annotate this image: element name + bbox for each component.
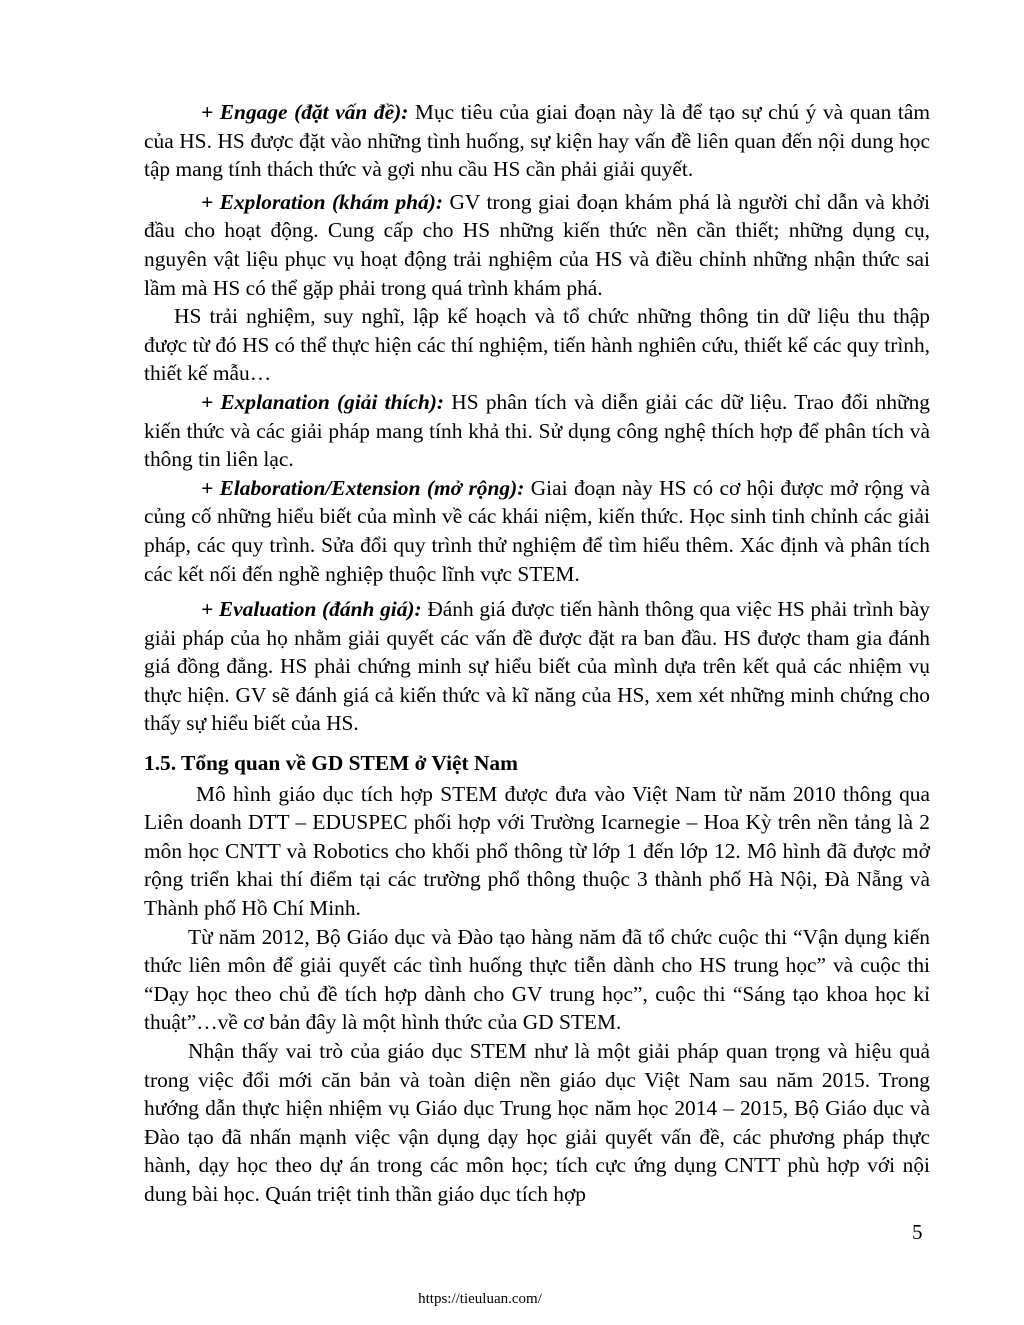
elaboration-text: Giai đoạn này HS có cơ hội được mở rộng và củng cố những hiểu biết của mình về các khái niệm, kiến thức. Học sinh tinh chỉnh các giải pháp, các quy trình. Sửa đổi quy trình thử nghiệm để tìm hiểu thêm. Xác định và phân tích các kết nối đến nghề nghiệp thuộc lĩnh vực STEM. xyxy=(144,475,930,586)
section-paragraph: Mô hình giáo dục tích hợp STEM được đưa vào Việt Nam từ năm 2010 thông qua Liên doanh DTT – EDUSPEC phối hợp với Trường Icarnegie – Hoa Kỳ trên nền tảng là 2 môn học CNTT và Robotics cho khối phổ thông từ lớp 1 đến lớp 12. Mô hình đã được mở rộng triển khai thí điểm tại các trường phổ thông thuộc 3 thành phố Hà Nội, Đà Nẵng và Thành phố Hồ Chí Minh. xyxy=(144,781,930,921)
footer-url: https://tieuluan.com/ xyxy=(418,1291,542,1307)
exploration-note-paragraph: HS trải nghiệm, suy nghĩ, lập kế hoạch và tổ chức những thông tin dữ liệu thu thập được từ đó HS có thể thực hiện các thí nghiệm, tiến hành nghiên cứu, thiết kế các quy trình, thiết kế mẫu… xyxy=(144,304,930,386)
evaluation-paragraph xyxy=(144,595,930,738)
explanation-paragraph xyxy=(144,388,930,474)
engage-text: Mục tiêu của giai đoạn này là để tạo sự chú ý và quan tâm của HS. HS được đặt vào những tình huống, sự kiện hay vấn đề liên quan đến nội dung học tập mang tính thách thức và gợi nhu cầu HS cần phải giải quyết. xyxy=(144,100,930,182)
exploration-term: + Exploration (khám phá): xyxy=(201,189,443,214)
exploration-paragraph xyxy=(144,188,930,302)
page-number: 5 xyxy=(912,1220,923,1244)
section-heading: 1.5. Tổng quan về GD STEM ở Việt Nam xyxy=(144,751,518,776)
section-paragraph: Từ năm 2012, Bộ Giáo dục và Đào tạo hàng năm đã tổ chức cuộc thi “Vận dụng kiến thức liên môn để giải quyết các tình huống thực tiễn dành cho HS trung học” và cuộc thi “Dạy học theo chủ đề tích hợp dành cho GV trung học”, cuộc thi “Sáng tạo khoa học kỉ thuật”…về cơ bản đây là một hình thức của GD STEM. xyxy=(144,924,930,1035)
engage-term: + Engage (đặt vấn đề): xyxy=(201,100,409,124)
explanation-text: HS phân tích và diễn giải các dữ liệu. Trao đổi những kiến thức và các giải pháp mang tính khả thi. Sử dụng công nghệ thích hợp để phân tích và thông tin liên lạc. xyxy=(144,389,930,472)
engage-paragraph xyxy=(144,98,930,184)
explanation-term: + Explanation (giải thích): xyxy=(201,389,445,414)
exploration-text: GV trong giai đoạn khám phá là người chỉ dẫn và khởi đầu cho hoạt động. Cung cấp cho HS những kiến thức nền cần thiết; những dụng cụ, nguyên vật liệu phục vụ hoạt động trải nghiệm của HS và điều chỉnh những nhận thức sai lầm mà HS có thể gặp phải trong quá trình khám phá. xyxy=(144,189,930,300)
evaluation-term: + Evaluation (đánh giá): xyxy=(201,597,422,622)
elaboration-term: + Elaboration/Extension (mở rộng): xyxy=(201,475,525,500)
document-body xyxy=(144,98,930,1209)
section-paragraph: Nhận thấy vai trò của giáo dục STEM như là một giải pháp quan trọng và hiệu quả trong việc đổi mới căn bản và toàn diện nền giáo dục Việt Nam sau năm 2015. Trong hướng dẫn thực hiện nhiệm vụ Giáo dục Trung học năm học 2014 – 2015, Bộ Giáo dục và Đào tạo đã nhấn mạnh việc vận dụng dạy học giải quyết vấn đề, các phương pháp thực hành, dạy học theo dự án trong các môn học; tích cực ứng dụng CNTT phù hợp với nội dung bài học. Quán triệt tinh thần giáo dục tích hợp xyxy=(144,1039,930,1206)
elaboration-paragraph xyxy=(144,474,930,588)
evaluation-text: Đánh giá được tiến hành thông qua việc HS phải trình bày giải pháp của họ nhằm giải quyết các vấn đề được đặt ra ban đầu. HS được tham gia đánh giá đồng đẳng. HS phải chứng minh sự hiểu biết của mình dựa trên kết quả các nhiệm vụ thực hiện. GV sẽ đánh giá cả kiến thức và kĩ năng của HS, xem xét những minh chứng cho thấy sự hiểu biết của HS. xyxy=(144,597,930,736)
